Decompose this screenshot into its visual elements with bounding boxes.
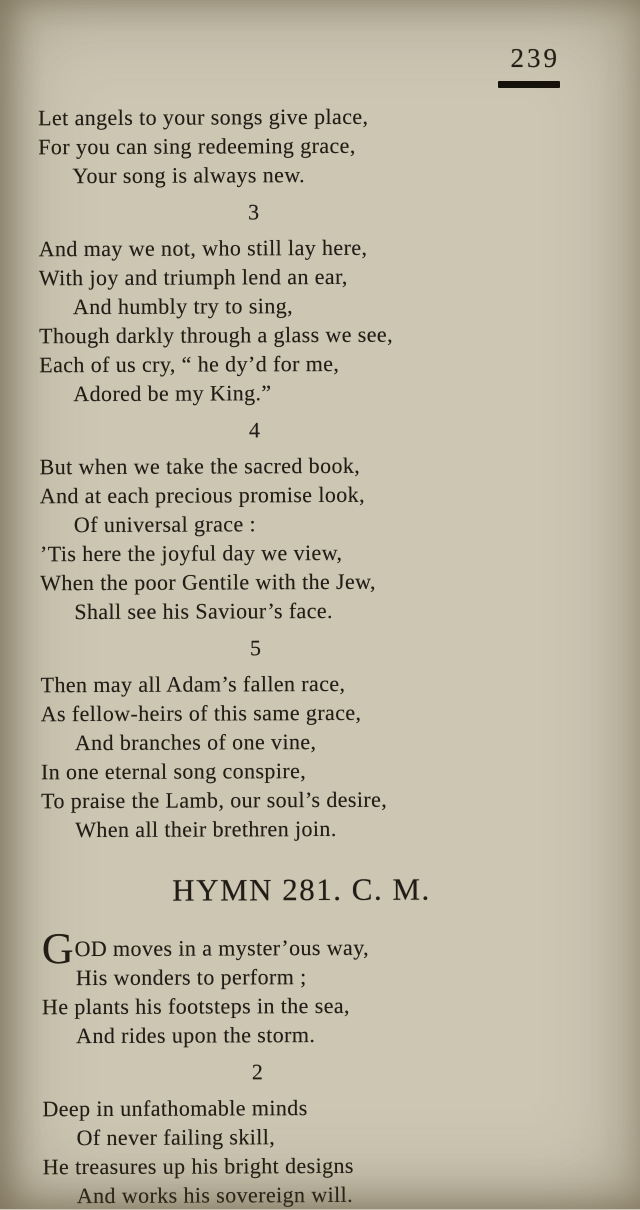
stanza-number: 5 [249,634,261,660]
verse-line: Adored be my King.” [73,379,272,406]
stanza-number: 3 [247,198,260,225]
verse-line: And rides upon the storm. [76,1021,316,1048]
stanza-number: 2 [251,1059,263,1085]
verse-line: ’Tis here the joyful day we view, [39,539,343,566]
hymn-281-stanza-2 [42,1092,605,1210]
verse-line: Your song is always new. [72,161,306,188]
verse-line: And humbly try to sing, [72,292,294,319]
verse-line: His wonders to perform ; [75,963,307,990]
first-line-rest: OD moves in a myster’ous way, [74,934,370,961]
verse-line: And may we not, who still lay here, [38,234,368,261]
verse-line: But when we take the sacred book, [39,452,361,479]
verse-line: Of never failing skill, [76,1123,276,1150]
hymn-281-stanza-1 [41,923,605,1050]
hymn-text-block [0,86,640,1210]
verse-line: Though darkly through a glass we see, [39,321,394,348]
verse-line: With joy and triumph lend an ear, [38,263,348,290]
verse-line: Deep in unfathomable minds [42,1094,308,1122]
verse-line: Of universal grace : [73,510,257,537]
stanza-5 [41,667,604,843]
verse-line: And branches of one vine, [74,728,317,755]
verse-line: For you can sing redeeming grace, [38,132,356,159]
stanza-continuation [38,100,600,189]
verse-line: Shall see his Saviour’s face. [74,597,333,624]
verse-line: He plants his footsteps in the sea, [41,992,350,1020]
verse-line: Let angels to your songs give place, [38,103,369,130]
verse-line: Then may all Adam’s fallen race, [40,670,346,697]
hymn-heading: HYMN 281. C. M. [172,871,431,908]
page-header [0,0,640,88]
verse-line: He treasures up his bright designs [42,1152,354,1180]
stanza-4 [40,449,603,625]
verse-line: And works his sovereign will. [76,1181,354,1208]
verse-line-first [41,923,604,974]
stanza-number: 4 [248,416,261,443]
verse-line: When the poor Gentile with the Jew, [40,568,376,595]
page-number: 239 [510,43,560,73]
verse-line: To praise the Lamb, our soul’s desire, [41,786,388,813]
drop-cap-initial: G [41,923,74,974]
verse-line: In one eternal song conspire, [40,757,307,784]
stanza-3 [39,231,602,407]
verse-line: And at each precious promise look, [39,481,366,508]
verse-line: Each of us cry, “ he dy’d for me, [39,350,340,377]
verse-line: When all their brethren join. [75,815,337,842]
verse-line: As fellow-heirs of this same grace, [40,699,362,726]
